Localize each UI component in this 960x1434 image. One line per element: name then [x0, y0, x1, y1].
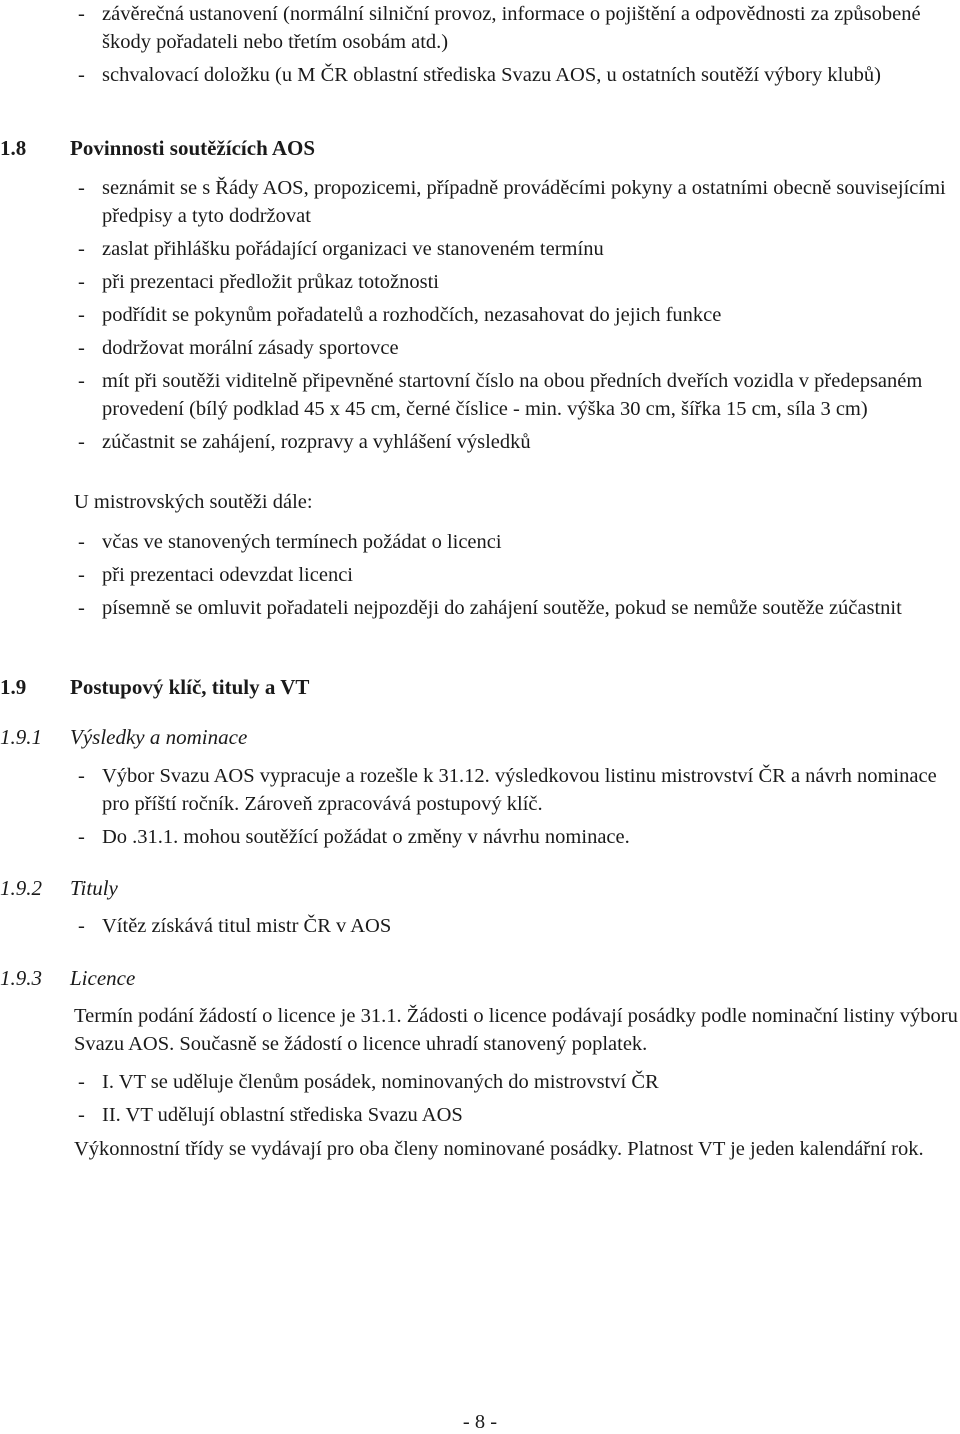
list-item: - Vítěz získává titul mistr ČR v AOS [74, 912, 954, 940]
list-item: - závěrečná ustanovení (normální silniční provoz, informace o pojištění a odpovědnosti za způsobené škody pořadateli nebo třetím osobám atd.) [74, 0, 944, 56]
subsection-heading-1-9-3 [0, 964, 135, 992]
titles-list [74, 912, 954, 940]
section-number: 1.8 [0, 136, 27, 160]
list-item: - II. VT udělují oblastní střediska Svazu AOS [74, 1101, 954, 1129]
list-item: - mít při soutěži viditelně připevněné startovní číslo na obou předních dveřích vozidla v předepsaném provedení (bílý podklad 45 x 45 cm, černé číslice - min. výška 30 cm, šířka 15 cm, síla 3 cm) [74, 367, 954, 423]
subsection-title: Výsledky a nominace [70, 725, 248, 749]
section-title: Povinnosti soutěžících AOS [70, 136, 316, 160]
list-item: - Do .31.1. mohou soutěžící požádat o změny v návrhu nominace. [74, 823, 954, 851]
section-title: Postupový klíč, tituly a VT [70, 675, 310, 699]
subsection-heading-1-9-1 [0, 723, 247, 751]
list-item: - seznámit se s Řády AOS, propozicemi, případně prováděcími pokyny a ostatními obecně souvisejícími předpisy a tyto dodržovat [74, 174, 954, 230]
section-heading-1-9 [0, 673, 309, 701]
results-list [74, 762, 954, 856]
list-item: - dodržovat morální zásady sportovce [74, 334, 954, 362]
list-item: - při prezentaci odevzdat licenci [74, 561, 954, 589]
list-item: - zúčastnit se zahájení, rozpravy a vyhlášení výsledků [74, 428, 954, 456]
list-item: - I. VT se uděluje členům posádek, nominovaných do mistrovství ČR [74, 1068, 954, 1096]
subsection-number: 1.9.2 [0, 876, 42, 900]
page-number: - 8 - [462, 1411, 498, 1433]
list-item: - písemně se omluvit pořadateli nejpozději do zahájení soutěže, pokud se nemůže soutěže zúčastnit [74, 594, 954, 622]
section-heading-1-8 [0, 134, 315, 162]
championship-label: U mistrovských soutěži dále: [74, 491, 313, 513]
licence-list [74, 1068, 954, 1134]
duties-list [74, 174, 954, 461]
subsection-number: 1.9.1 [0, 725, 42, 749]
championship-list [74, 528, 954, 627]
performance-class-paragraph: Výkonnostní třídy se vydávají pro oba členy nominované posádky. Platnost VT je jeden kalendářní rok. [74, 1138, 924, 1160]
subsection-title: Tituly [70, 876, 118, 900]
list-item: - včas ve stanovených termínech požádat o licenci [74, 528, 954, 556]
section-number: 1.9 [0, 675, 27, 699]
list-item: - schvalovací doložku (u M ČR oblastní střediska Svazu AOS, u ostatních soutěží výbory klubů) [74, 61, 944, 89]
subsection-heading-1-9-2 [0, 874, 118, 902]
list-item: - zaslat přihlášku pořádající organizaci ve stanoveném termínu [74, 235, 954, 263]
list-item: - podřídit se pokynům pořadatelů a rozhodčích, nezasahovat do jejich funkce [74, 301, 954, 329]
subsection-number: 1.9.3 [0, 966, 42, 990]
list-item: - při prezentaci předložit průkaz totožnosti [74, 268, 954, 296]
continued-list [74, 0, 944, 89]
subsection-title: Licence [70, 966, 136, 990]
list-item: - Výbor Svazu AOS vypracuje a rozešle k 31.12. výsledkovou listinu mistrovství ČR a návrh nominace pro příští ročník. Zároveň zpracovává postupový klíč. [74, 762, 954, 818]
licence-paragraph: Termín podání žádostí o licence je 31.1. Žádosti o licence podávají posádky podle nominační listiny výboru Svazu AOS. Současně se žádostí o licence uhradí stanovený poplatek. [74, 1005, 958, 1055]
